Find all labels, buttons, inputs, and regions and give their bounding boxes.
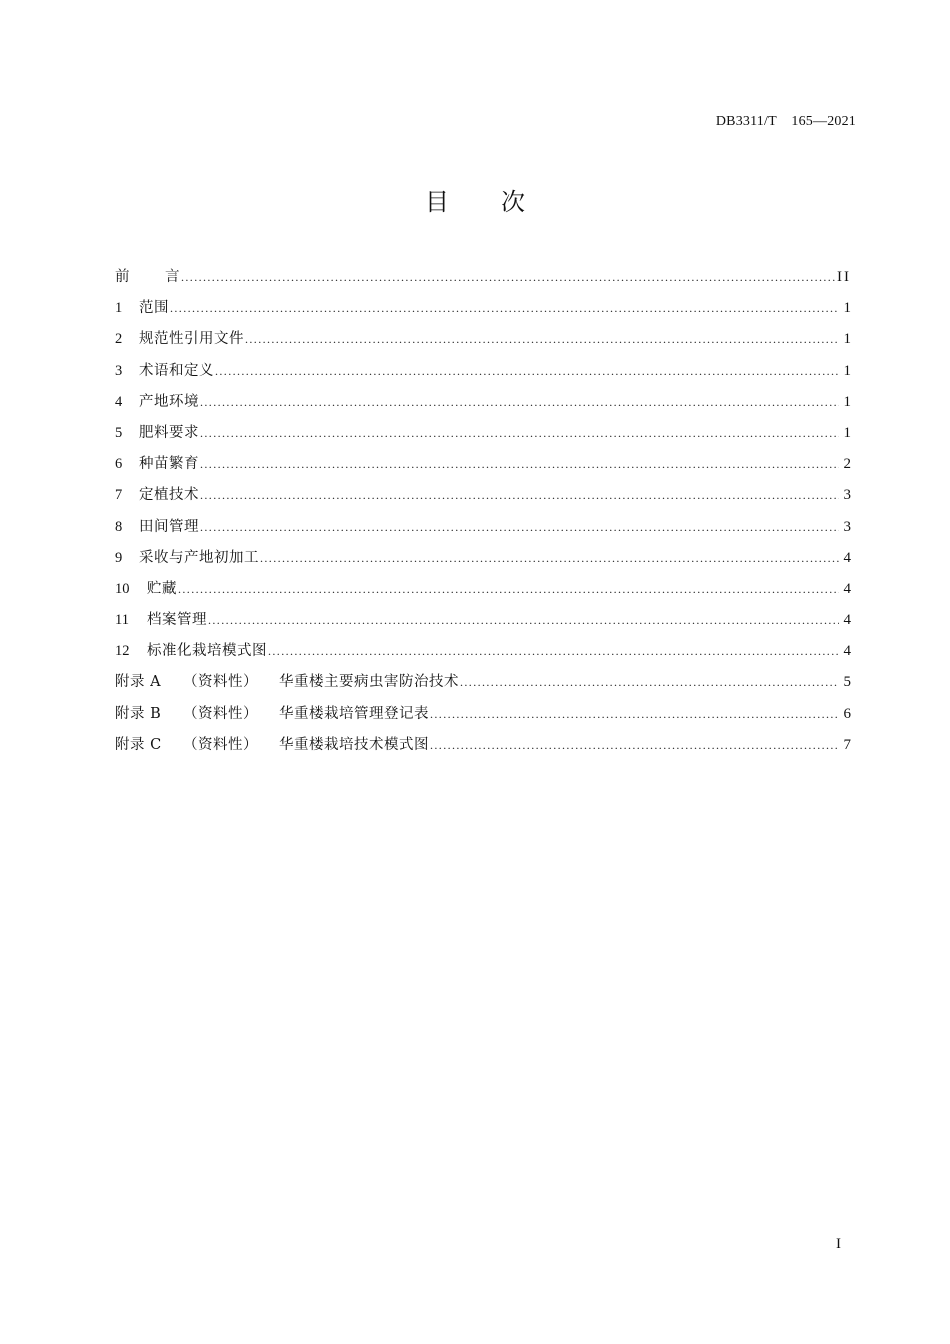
toc-section-number: 11 xyxy=(115,612,129,629)
toc-entry[interactable] xyxy=(115,605,851,636)
toc-page-number: 4 xyxy=(843,643,851,660)
toc-entry[interactable] xyxy=(115,574,851,605)
dot-leader xyxy=(200,512,839,543)
toc-page-number: 4 xyxy=(843,549,851,566)
toc-entry[interactable] xyxy=(115,293,851,324)
toc-section-number: 6 xyxy=(115,456,123,473)
toc-entry[interactable] xyxy=(115,356,851,387)
toc-label: 标准化栽培模式图 xyxy=(147,643,267,660)
toc-label: 定植技术 xyxy=(139,487,199,504)
toc-page-number: 2 xyxy=(843,456,851,473)
toc-section-number: 10 xyxy=(115,580,130,597)
toc-label: 华重楼栽培管理登记表 xyxy=(279,705,429,722)
table-of-contents xyxy=(115,262,851,761)
page-number: I xyxy=(836,1236,841,1252)
title-char-1: 目 xyxy=(425,188,449,216)
dot-leader xyxy=(215,356,839,387)
dot-leader xyxy=(245,324,839,355)
toc-page-number: 3 xyxy=(843,487,851,504)
dot-leader xyxy=(208,605,839,636)
toc-label: 术语和定义 xyxy=(139,362,214,379)
toc-section-number: 12 xyxy=(115,643,130,660)
dot-leader xyxy=(170,293,839,324)
dot-leader xyxy=(260,543,839,574)
toc-label: 产地环境 xyxy=(139,393,199,410)
dot-leader xyxy=(460,667,839,698)
toc-label: 种苗繁育 xyxy=(139,456,199,473)
dot-leader xyxy=(181,262,835,293)
dot-leader xyxy=(430,730,839,761)
toc-section-number: 4 xyxy=(115,393,123,410)
toc-label: 华重楼栽培技术模式图 xyxy=(279,736,429,753)
dot-leader xyxy=(200,387,839,418)
dot-leader xyxy=(178,574,839,605)
annex-nature: （资料性） xyxy=(183,674,258,691)
annex-nature: （资料性） xyxy=(183,736,258,753)
toc-page-number: 1 xyxy=(843,424,851,441)
toc-label: 贮藏 xyxy=(147,580,177,597)
dot-leader xyxy=(430,699,839,730)
toc-section-number: 5 xyxy=(115,424,123,441)
toc-section-number: 1 xyxy=(115,300,123,317)
toc-entry[interactable] xyxy=(115,480,851,511)
toc-entry[interactable] xyxy=(115,543,851,574)
toc-section-number: 2 xyxy=(115,331,123,348)
toc-entry[interactable] xyxy=(115,387,851,418)
toc-page-number: 6 xyxy=(843,705,851,722)
dot-leader xyxy=(200,480,839,511)
toc-section-number: 9 xyxy=(115,549,123,566)
annex-prefix: 附录 A xyxy=(115,674,162,691)
toc-label: 采收与产地初加工 xyxy=(139,549,259,566)
annex-nature: （资料性） xyxy=(183,705,258,722)
annex-prefix: 附录 B xyxy=(115,705,162,722)
toc-entry-annex-a[interactable] xyxy=(115,667,851,698)
toc-entry[interactable] xyxy=(115,512,851,543)
toc-label: 田间管理 xyxy=(139,518,199,535)
toc-label: 前 xyxy=(115,269,130,285)
title-char-2: 次 xyxy=(501,188,525,216)
toc-label: 言 xyxy=(165,269,180,285)
dot-leader xyxy=(268,636,839,667)
toc-section-number: 8 xyxy=(115,518,123,535)
toc-section-number: 3 xyxy=(115,362,123,379)
toc-label: 档案管理 xyxy=(147,612,207,629)
dot-leader xyxy=(200,418,839,449)
toc-entry[interactable] xyxy=(115,324,851,355)
toc-page-number: 1 xyxy=(843,393,851,410)
toc-label: 规范性引用文件 xyxy=(139,331,244,348)
page-title xyxy=(0,186,950,218)
toc-page-number: 3 xyxy=(843,518,851,535)
toc-page-number: 4 xyxy=(843,580,851,597)
toc-section-number: 7 xyxy=(115,487,123,504)
toc-entry-annex-b[interactable] xyxy=(115,699,851,730)
toc-entry-annex-c[interactable] xyxy=(115,730,851,761)
toc-page-number: 1 xyxy=(843,362,851,379)
toc-page-number: 7 xyxy=(843,736,851,753)
toc-label: 范围 xyxy=(139,300,169,317)
toc-page-number: II xyxy=(837,269,851,285)
toc-entry[interactable] xyxy=(115,449,851,480)
toc-entry[interactable] xyxy=(115,636,851,667)
standard-code: DB3311/T 165—2021 xyxy=(715,114,856,129)
toc-label: 华重楼主要病虫害防治技术 xyxy=(279,674,459,691)
toc-page-number: 5 xyxy=(843,674,851,691)
annex-prefix: 附录 C xyxy=(115,736,162,753)
dot-leader xyxy=(200,449,839,480)
toc-entry[interactable] xyxy=(115,418,851,449)
toc-page-number: 1 xyxy=(843,300,851,317)
toc-page-number: 1 xyxy=(843,331,851,348)
toc-label: 肥料要求 xyxy=(139,424,199,441)
toc-page-number: 4 xyxy=(843,612,851,629)
toc-entry-foreword[interactable] xyxy=(115,262,851,293)
